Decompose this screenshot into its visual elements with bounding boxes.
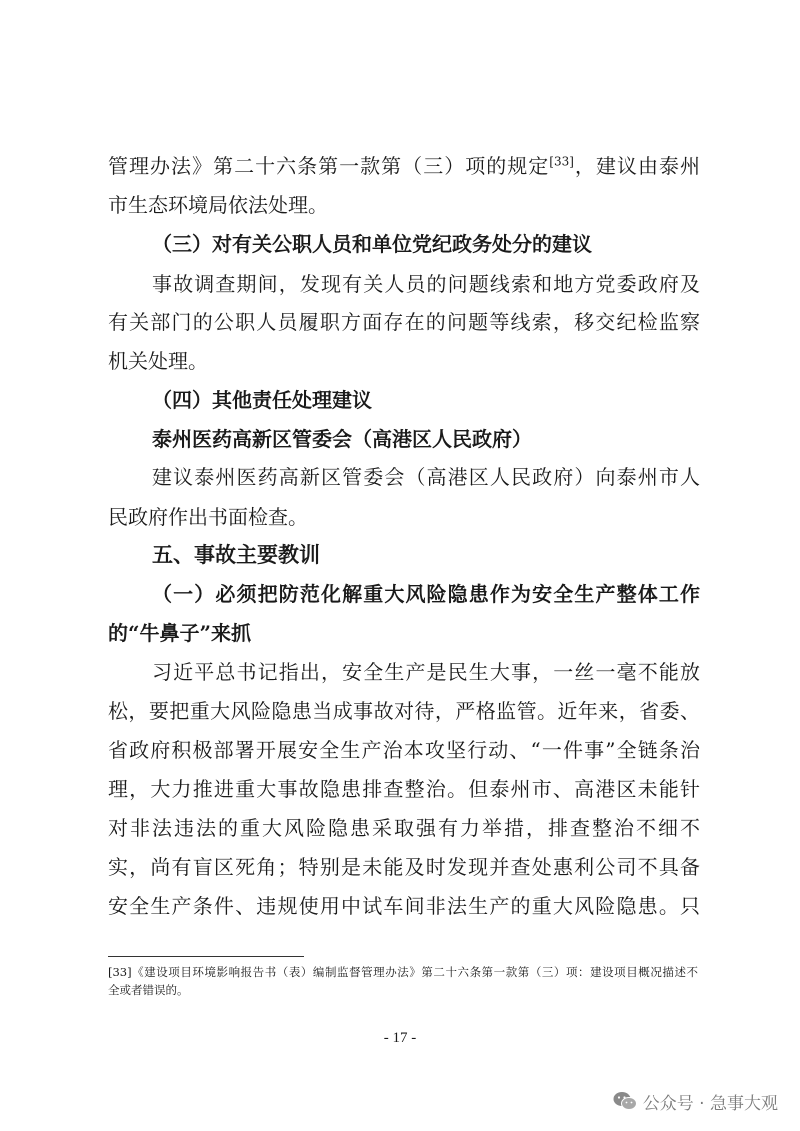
subsection-heading-line-1: （一）必须把防范化解重大风险隐患作为安全生产整体工作 xyxy=(152,582,700,606)
section-heading-3: （三）对有关公职人员和单位党纪政务处分的建议 xyxy=(152,232,592,256)
watermark xyxy=(613,1089,778,1113)
section-heading-4: （四）其他责任处理建议 xyxy=(152,388,372,412)
footnote-reference[interactable]: [33] xyxy=(549,154,574,169)
paragraph-line-8: 民政府作出书面检查。 xyxy=(108,505,308,529)
paragraph-line-10: 松，要把重大风险隐患当成事故对待，严格监管。近年来，省委、 xyxy=(108,699,700,723)
footnote-line-2: 全或者错误的。 xyxy=(108,983,189,997)
subsection-heading-line-2: 的“牛鼻子”来抓 xyxy=(108,621,252,645)
paragraph-line-13: 对非法违法的重大风险隐患采取强有力举措，排查整治不细不 xyxy=(108,816,700,840)
paragraph-line-11: 省政府积极部署开展安全生产治本攻坚行动、“一件事”全链条治 xyxy=(108,738,700,762)
paragraph-line-2: 市生态环境局依法处理。 xyxy=(108,193,328,217)
line-text: ，建议由泰州 xyxy=(573,154,701,178)
paragraph-line-6: 机关处理。 xyxy=(108,349,208,373)
paragraph-line-9: 习近平总书记指出，安全生产是民生大事，一丝一毫不能放 xyxy=(152,660,700,684)
page-number: - 17 - xyxy=(383,1030,417,1046)
footnote-line-1: [33]《建设项目环境影响报告书（表）编制监督管理办法》第二十六条第一款第（三）项：建设项目概况描述不 xyxy=(108,965,698,979)
line-text: 管理办法》第二十六条第一款第（三）项的规定 xyxy=(108,154,550,178)
paragraph-line-1 xyxy=(108,154,700,178)
paragraph-line-12: 理，大力推进重大事故隐患排查整治。但泰州市、高港区未能针 xyxy=(108,777,700,801)
paragraph-line-7: 建议泰州医药高新区管委会（高港区人民政府）向泰州市人 xyxy=(152,465,700,489)
paragraph-line-15: 安全生产条件、违规使用中试车间非法生产的重大风险隐患。只 xyxy=(108,894,700,918)
paragraph-line-4: 事故调查期间，发现有关人员的问题线索和地方党委政府及 xyxy=(152,272,700,296)
chapter-heading: 五、事故主要教训 xyxy=(152,542,320,567)
paragraph-line-14: 实，尚有盲区死角；特别是未能及时发现并查处惠利公司不具备 xyxy=(108,855,700,879)
paragraph-line-5: 有关部门的公职人员履职方面存在的问题等线索，移交纪检监察 xyxy=(108,310,700,334)
footnote-divider xyxy=(108,956,304,957)
watermark-text: 公众号 · 急事大观 xyxy=(642,1093,778,1114)
entity-heading: 泰州医药高新区管委会（高港区人民政府） xyxy=(152,427,532,451)
wechat-icon xyxy=(613,1091,637,1111)
